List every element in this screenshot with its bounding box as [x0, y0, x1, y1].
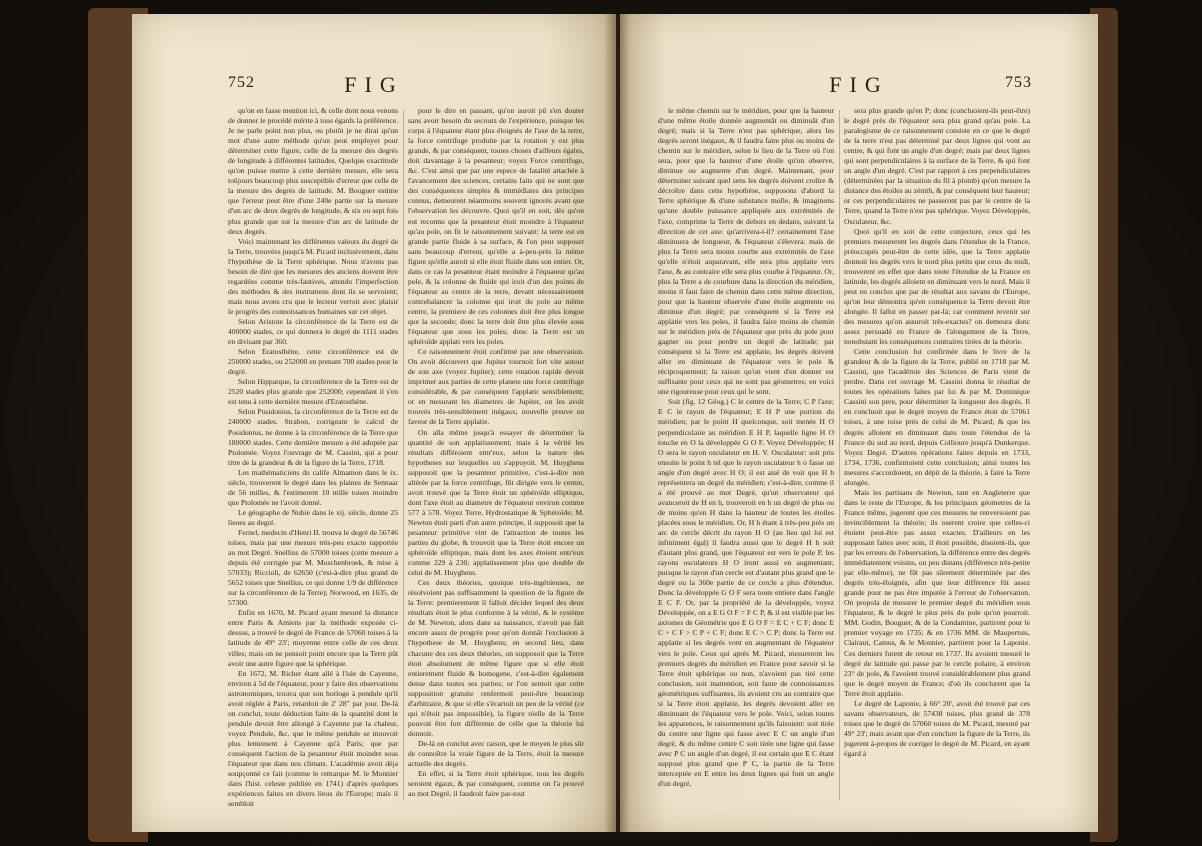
- paragraph: sera plus grande qu'en P; donc (concluoient-ils peut-être) le degré près de l'équateur sera plus grand qu'au pole. La paralogisme de ce raisonnement consiste en ce que le degré de la terre n'est pas déterminé par deux lignes qui vont au centre, & qui font un angle d'un degré; mais par deux lignes qui sont perpendiculaires à la surface de la Terre, & qui font un angle d'un degré. C'est par rapport à ces perpendiculaires (déterminées par la situation du fil à plomb) qu'on mesure la distance des étoiles au zénith, & par conséquent leur hauteur; or ces perpendiculaires ne passeront pas par le centre de la Terre, quand la Terre n'est pas sphérique. Voyez Développée, Osculateur, &c.: [844, 106, 1030, 226]
- paragraph: Mais les partisans de Newton, tant en Angleterre que dans le reste de l'Europe, & les principaux géometres de la France même, jugerent que ces mesures ne renversoient pas invinciblement la théorie; ils oserent croire que celles-ci étoient peut-être pas assez exactes. D'ailleurs en les supposant faites avec soin, il étoit possible, disoient-ils, que par les erreurs de l'observation, la différence entre des degrés immédiatement voisins, ou peu distans (différence très-petite par elle-même), ne fût pas sûrement déterminée par des degrés très-éloignés, afin que leur différence fût assez grande pour ne pas être imputée à l'erreur de l'observation. On propola de mesurer le premier degré du méridien sous l'équateur, & le degré le plus près du pole qu'on pourroit. MM. Godin, Bouguer, & de la Condamine, partirent pour le premier voyage en 1735; & en 1736 MM. de Maupertuis, Clairaut, Camus, & le Monnier, partirent pour la Laponie. Ces derniers furent de retour en 1737. Ils avoient mesuré le degré de latitude qui passe par le cercle polaire, à environ 23° de pole, & l'avoient trouvé considérablement plus grand que le degré moyen de France; d'où ils conclurent que la Terre étoit applatie.: [844, 487, 1030, 698]
- paragraph: Selon Eratosthène, cette circonférence est de 250000 stades, ou 252000 en prenant 700 stades pour le degré.: [228, 347, 398, 377]
- paragraph: On alla même jusqu'à essayer de déterminer la quantité de son applatissement; mais à la vérité les résultats différoient entr'eux, selon la nature des hypotheses sur lesquelles on s'appuyoit. M. Huyghens supposoit que la pesanteur primitive, c'est-à-dire non altérée par la force centrifuge, fût dirigée vers le centre, avoit trouvé que la Terre étoit un sphéroïde elliptique, dont l'axe étoit au diametre de l'équateur environ comme 577 à 578. Voyez Terre, Hydrostatique & Sphéroïde; M. Newton étoit parti d'un autre principe, il supposoit que la pesanteur primitive vint de l'attraction de toutes les parties du globe, & trouvoit que la Terre étoit encore un sphéroïde elliptique, mais dont les axes étoient entr'eux comme 229 à 230; applatissement plus que double de celui de M. Huyghens.: [408, 427, 584, 578]
- paragraph: Le géographe de Nubie dans le xij. siècle, donne 25 lieues au degré.: [228, 507, 398, 527]
- paragraph: le même chemin sur le méridien, pour que la hauteur d'une même étoile donnée augmentât ou diminuât d'un degré; mais si la Terre n'est pas sphérique, alors les degrés seront inégaux, & il faudra faire plus ou moins de chemin sur le méridien, selon le lieu de la Terre où l'on sera, pour que la hauteur d'une étoile qu'on observe, diminue ou augmente d'un degré. Maintenant, pour déterminer suivant quel sens les degrés doivent croître & décroître dans cette hypothèse, supposons d'abord la Terre sphérique & d'une substance molle, & imaginons qu'une double puissance appliquée aux extrémités de l'axe, comprime la Terre de dehors en dedans, suivant la direction de cet axe: qu'arrivera-t-il? certainement l'axe diminuera de longueur, & l'équateur s'élevera: mais de plus la Terre sera moins courbe aux extrémités de l'axe qu'elle n'étoit auparavant, elle sera plus applatie vers l'axe, & au contraire elle sera plus courbe à l'équateur. Or, plus la Terre a de courbure dans la direction du méridien, moins il faut faire de chemin dans cette même direction, pour que la hauteur observée d'une étoile augmente ou diminue d'un degré; par conséquent si la Terre est applatie vers les poles, il faudra faire moins de chemin sur le méridien près de l'équateur que près du pole pour gagner ou pour perdre un degré de latitude; par conséquent si la Terre est applatie, les degrés doivent aller en diminuant de l'équateur vers le pole & réciproquement; la raison qu'on vient d'en donner est suffisante pour ceux qui ne sont pas géometres; en voici une rigoureuse pour ceux qui le sont.: [658, 106, 834, 397]
- right-page: [620, 14, 1098, 832]
- paragraph: pour le dire en passant, qu'on auroit pû s'en douter sans avoir besoin du secours de l'expérience, puisque les corps à l'équateur étant plus éloignés de l'axe de la terre, la force centrifuge produite par la rotation y est plus grande, & par conséquent, toutes choses d'ailleurs égales, doit davantage à la pesanteur; voyez Force centrifuge, &c. C'est ainsi que par une espece de fatalité attachée à l'avancement des sciences, certains faits qui ne sont que des conséquences simples & immédiates des principes connus, demeurent néanmoins souvent ignorés avant que l'observation les découvre. Quoi qu'il en soit, dès qu'on eut reconnu que la pesanteur étoit moindre à l'équateur qu'au pole, on fit le raisonnement suivant: la terre est en grande partie fluide à sa surface, & l'on peut supposer sans beaucoup d'erreur, qu'elle a à-peu-près la même figure qu'elle auroit si elle étoit fluide dans son entier. Or, dans ce cas la pesanteur étant moindre à l'équateur qu'au pole, & la colonne de fluide qui iroit d'un des points de l'équateur au centre de la terre, devant nécessairement contrebalancer la colonne qui iroit du pole au même centre, la premiere de ces colonnes doit être plus longue que la seconde; donc la terre doit être plus élevée sous l'équateur que sous les poles; donc la Terre est un sphéroïde applati vers les poles.: [408, 106, 584, 347]
- paragraph: Fernel, medecin d'Henri II. trouva le degré de 56746 toises, mais par une mesure très-peu exacte rapportée au mot Degré. Snellius de 57000 toises (cette mesure a depuis été corrigée par M. Muschenbroek, & mise à 57033); Riccioli, de 62650 (c'est-à-dire plus grand de 5652 toises que Snellius, ce qui donne 1/9 de différence sur la circonférence de la Terre); Norwood, en 1635, de 57300.: [228, 527, 398, 608]
- paragraph: Selon Aristote la circonférence de la Terre est de 400000 stades, ce qui donnera le degré de 1111 stades en divisant par 360.: [228, 316, 398, 347]
- left-column-a: [228, 106, 398, 808]
- running-head: FIG: [344, 72, 404, 97]
- right-column-b: [844, 106, 1030, 808]
- paragraph: Voici maintenant les différentes valeurs du degré de la Terre, trouvées jusqu'à M. Picard inclusivement, dans l'hypothèse de la Terre sphérique. Nous n'avons pas besoin de dire que les mesures des anciens doivent être regardées comme très-fautives, attendu l'imperfection des méthodes & des instrumens dont ils se servoient; mais nous avons cru que le lecteur verroit avec plaisir le progrès des connoissances humaines sur cet objet.: [228, 236, 398, 316]
- paragraph: Ce raisonnement étoit confirmé par une observation. On avoit découvert que Jupiter tournoit fort vite autour de son axe (voyez Jupiter); cette rotation rapide devoit imprimer aux parties de cette planete une force centrifuge considérable, & par conséquent l'applatir sensiblement; or en mesurant les diametres de Jupiter, on les avoit trouvés très-sensiblement inégaux; nouvelle preuve en faveur de la Terre applatie.: [408, 347, 584, 427]
- right-page-header: [620, 72, 1098, 98]
- paragraph: En 1672, M. Richer étant allé à l'isle de Cayenne, environ à 5d de l'équateur, pour y faire des observations astronomiques, trouva que son horloge à pendule qu'il avoit réglée à Paris, retardoit de 2' 28" par jour. De-là on conclut, toute déduction faite de la quantité dont le pendule devoit être allongé à Cayenne par la chaleur, voyez Pendule, &c. que le même pendule se mouvoit plus lentement à Cayenne qu'à Paris; que par conséquent l'action de la pesanteur étoit moindre sous l'équateur que dans nos climats. L'académie avoit déja soupçonné ce fait (comme le remarque M. le Monnier dans l'hist. celeste publiée en 1741) d'après quelques expériences faites en divers lieux de l'Europe; mais il sembloit: [228, 668, 398, 808]
- right-column-a: [658, 106, 834, 808]
- paragraph: Le degré de Laponie, à 66° 20', avoit été trouvé par ces savans observateurs, de 57438 toises, plus grand de 378 toises que le degré de 57060 toises de M. Picard, mesuré par 49° 23'; mais avant que d'en conclure la figure de la Terre, ils jugerent à-propos de corriger le degré de M. Picard, en ayant égard à: [844, 698, 1030, 758]
- paragraph: Selon Posidonius, la circonférence de la Terre est de 240000 stades. Strabon, corrigeant le calcul de Posidonius, ne donne à la circonférence de la Terre que 180000 stades. Cette dernière mesure a été adoptée par Ptolomée. Voyez l'ouvrage de M. Cassini, qui a pour titre de la grandeur & de la figure de la Terre, 1718.: [228, 407, 398, 467]
- paragraph: En effet, si la Terre étoit sphérique, tous les degrés seroient égaux, & par conséquent, comme on l'a prouvé au mot Degré, il faudroit faire par-tout: [408, 769, 584, 799]
- left-page-header: [132, 72, 616, 98]
- paragraph: Cette conclusion fut confirmée dans le livre de la grandeur & de la figure de la Terre, publié en 1718 par M. Cassini, que l'académie des Sciences de Paris vient de perdre. Dans cet ouvrage M. Cassini donna le résultat de toutes les opérations faites par lui & par M. Dominique Cassini son pere, pour déterminer la longueur des degrés. Il en concluoit que le degré moyen de France étoit de 57061 toises, à une toise près de celui de M. Picard; & que les degrés alloient en diminuant dans toute l'étendue de la France du sud au nord, depuis Collioure jusqu'à Dunkerque. Voyez Degré. D'autres opérations faites depuis en 1733, 1734, 1736, confirmoient cette conclusion; ainsi toutes les mesures s'accordoient, en dépit de la théorie, à faire la Terre alongée.: [844, 347, 1030, 487]
- column-rule: [403, 110, 404, 800]
- column-rule: [839, 110, 840, 800]
- paragraph: Les mathématiciens du calife Almamon dans le ix. siècle, trouverent le degré dans les plaines de Sennaar de 56 milles, & l'estimerent 10 mille toises moindre que Ptolomée ne l'avoit donné.: [228, 467, 398, 507]
- left-column-b: [408, 106, 584, 808]
- running-head: FIG: [829, 72, 889, 97]
- paragraph: Quoi qu'il en soit de cette conjecture, ceux qui les premiers mesurerent les degrés dans l'étendue de la France, préoccupés peut-être de cette idée, que la Terre applatie donnoit les degrés vers le nord plus petits que ceux du midi, trouverent en effet que dans toute l'étendue de la France en latitude, les degrés alloient en diminuant vers le nord. Mais il peut en conclus que par de résultat aux savans de l'Europe, qu'on leur démontra qu'en conséquence la Terre devoit être alongée. Il fallut en passer par-là; car comment revenir sur des mesures qu'on assuroit très-exactes? on demeura donc assez persuadé en France de l'alongement de la Terre, nonobstant les conséquences contraires tirées de la théorie.: [844, 226, 1030, 347]
- book-gutter: [604, 14, 630, 832]
- paragraph: qu'on en fasse mention ici, & celle dont nous venons de donner le procédé mérite à tous égards la préférence. Je ne parle point non plus, ou plutôt je ne dirai qu'un mot d'une autre méthode qu'on peut employer pour déterminer cette figure, celle de la mesure des degrés de longitude à différentes latitudes. Quelque exactitude qu'on puisse mettre à cette dernière mesure, elle sera toûjours beaucoup plus susceptible d'erreur que celle de la mesure des degrés de latitude. M. Bouguer estime que l'erreur peut être d'une 240e partie sur la mesure d'un arc de deux degrés de longitude, & six ou sept fois plus grande que sur la mesure d'un arc de latitude de deux degrés.: [228, 106, 398, 236]
- paragraph: De-là on conclut avec raison, que le moyen le plus sûr de connoître la vraie figure de la Terre, étoit la mesure actuelle des degrés.: [408, 738, 584, 769]
- paragraph: Ces deux théories, quoique très-ingénieuses, ne résolvoient pas suffisamment la question de la figure de la Terre: premierement il falloit décider lequel des deux résultats étoit le plus conforme à la vérité, & le système de M. Newton, alors dans sa naissance, n'avoit pas fait encore assez de progrès pour qu'on donnât l'exclusion à l'hypothese de M. Huyghens; en second lieu, dans chacune des ces deux théories, on supposoit que la Terre étoit absolument de même figure que si elle étoit entierement fluide & homogene, c'est-à-dire également dense dans toutes ses parties; or l'on sentoit que cette supposition gratuite renfermoit peut-être beaucoup d'arbitraire, & que si elle s'écartoit un peu de la vérité (ce qui n'étoit pas impossible), la figure réelle de la Terre pouvoit être fort différente de celle que la théorie lui donnoit.: [408, 578, 584, 738]
- paragraph: Enfin en 1670, M. Picard ayant mesuré la distance entre Paris & Amiens par la méthode exposée ci-dessus, a trouvé le degré de France de 57060 toises à la latitude de 49° 23'; moyenne entre celle de ces deux villes; mais on ne pensoit point encore que la Terre pût avoir une autre figure que la sphérique.: [228, 608, 398, 668]
- paragraph: Soit (fig. 12 Géog.) C le centre de la Terre; C P l'axe; E C le rayon de l'équateur; E H P une portion du méridien; par le point H quelconque, soit menée H O perpendiculaire au méridien E H P, laquelle ligne H O touche en O la développée G O F. Voyez Développée; H O sera le rayon osculateur en H. V. Osculateur: soit pris ensuite le point h tel que le rayon osculateur h o fasse un angle d'un degré avec H O; il est aisé de voir que H h représentera un degré du méridien; c'est-à-dire, comme il a été prouvé au mot Degré, qu'un observateur qui avanceroit de H en h, trouveroit en h un degré de plus ou de moins qu'en H dans la hauteur de toutes les étoiles placées sous le méridien. Or, H h étant à très-peu près un arc de cercle décrit du rayon H O (au lieu qui lui est infiniment égal) il faudra aussi que le degré H h soit d'autant plus grand, que l'équateur est vers le pole P, les rayons osculateurs H O iront aussi en augmentant; puisque le rayon d'un cercle est d'autant plus grand que le degré ou la 360e partie de ce cercle a plus d'étendue. Donc la développée G O F sera toute entiere dans l'angle E C F. Or, par la propriété de la développée, voyez Développée, on a E G O F = F C P, & il est visible par les axiomes de Géométrie que E G O F = E C + C F; donc E C + C F > C P + C F; donc E C > C P; donc la Terre est applatie si les degrés vont en augmentant de l'équateur vers le pole. Ceux qui après M. Picard, mesurerent les premiers degrés du méridien en France pour savoir si la Terre étoit sphérique ou non, n'avoient pas tiré cette conclusion, soit inattention, soit faute de connoissances géométriques suffisantes, ils avoient cru au contraire que si la Terre étoit applatie, les degrés devoient aller en diminuant de l'équateur vers le pole. Voici, selon toutes les apparences, le raisonnement qu'ils faisoient: soit tirée du centre une ligne qui fasse avec E C un angle d'un degré, & du même centre C soit tirée une ligne qui fasse avec P C un angle d'un degré, il est certain que E C étant supposé plus grand que P C, la partie de la Terre interceptée en E entre les deux lignes qui font un angle d'un degré,: [658, 397, 834, 789]
- left-page: [132, 14, 616, 832]
- page-number: 752: [228, 74, 255, 91]
- paragraph: Selon Hipparque, la circonférence de la Terre est de 2520 stades plus grande que 252000; cependant il s'en est tenu à cette dernière mesure d'Eratosthène.: [228, 377, 398, 407]
- page-number: 753: [1005, 74, 1032, 91]
